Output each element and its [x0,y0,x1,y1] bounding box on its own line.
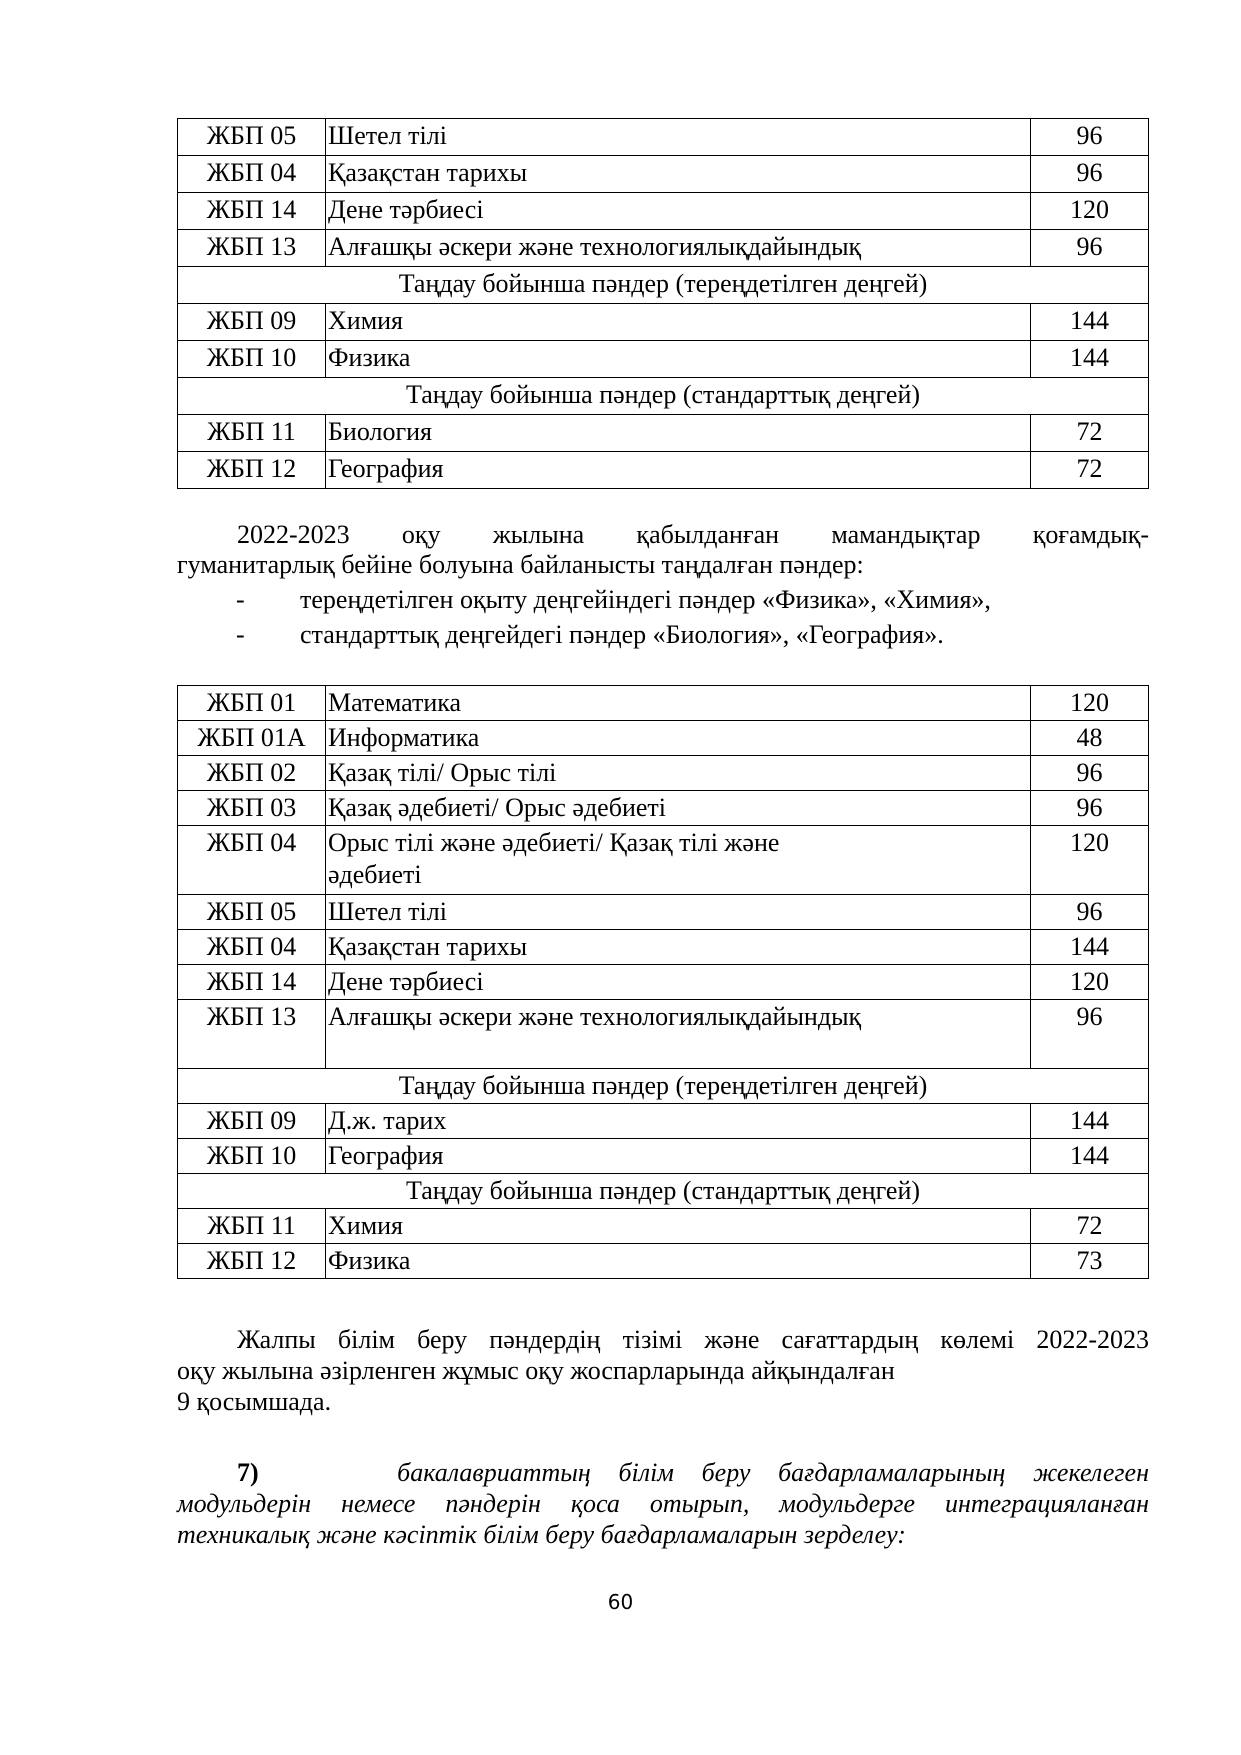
subject-code: ЖБП 14 [178,193,326,230]
table-row [178,452,1149,489]
table-row [178,230,1149,267]
subject-code: ЖБП 01 [178,686,326,721]
subject-code: ЖБП 03 [178,791,326,826]
subject-name: Химия [326,1209,1031,1244]
subject-hours: 72 [1031,415,1149,452]
subject-name [326,826,1031,895]
subject-code: ЖБП 11 [178,415,326,452]
subject-code: ЖБП 04 [178,826,326,895]
section7-line1 [177,1458,1149,1488]
subject-hours: 120 [1031,965,1149,1000]
subject-hours: 120 [1031,826,1149,895]
subject-hours: 96 [1031,230,1149,267]
table-row [178,1139,1149,1174]
subject-name: Дене тәрбиесі [326,193,1031,230]
profile-paragraph-line1: 2022-2023 оқу жылына қабылданған мамандықтар қоғамдық- [237,520,1149,549]
table-row [178,193,1149,230]
subject-name: Биология [326,415,1031,452]
subject-hours: 120 [1031,193,1149,230]
group-header-row [178,378,1149,415]
subject-code: ЖБП 12 [178,1244,326,1279]
subject-name-line: әдебиеті [328,860,422,889]
section-number: 7) [237,1458,259,1487]
subject-code: ЖБП 14 [178,965,326,1000]
subject-name: Д.ж. тарих [326,1104,1031,1139]
bullet-text: тереңдетілген оқыту деңгейіндегі пәндер «Физика», «Химия», [300,585,991,614]
subject-hours: 73 [1031,1244,1149,1279]
subject-name: Физика [326,1244,1031,1279]
subject-hours: 144 [1031,341,1149,378]
subject-code: ЖБП 04 [178,156,326,193]
subject-name: География [326,1139,1031,1174]
subject-hours: 96 [1031,119,1149,156]
subject-name: Алғашқы әскери және технологиялықдайындық [326,1000,1031,1069]
section7-line2: модульдерін немесе пәндерін қоса отырып, модульдерге интеграцияланған [177,1489,1149,1518]
subject-code: ЖБП 04 [178,930,326,965]
subject-code: ЖБП 12 [178,452,326,489]
subject-code: ЖБП 02 [178,756,326,791]
table-row [178,1000,1149,1069]
table-row [178,341,1149,378]
bullet-dash: - [236,620,245,649]
subject-hours: 96 [1031,156,1149,193]
subject-code: ЖБП 10 [178,1139,326,1174]
subject-code: ЖБП 09 [178,304,326,341]
subject-hours: 144 [1031,1139,1149,1174]
subject-name: Химия [326,304,1031,341]
summary-paragraph-line2: оқу жылына әзірленген жұмыс оқу жоспарларында айқындалған [177,1356,895,1385]
table-row [178,415,1149,452]
subjects-table-2 [177,685,1149,1279]
bullet-dash: - [236,585,245,614]
subject-hours: 144 [1031,1104,1149,1139]
group-header-advanced: Таңдау бойынша пәндер (тереңдетілген деңгей) [178,1069,1149,1104]
table-row [178,930,1149,965]
section7-text: бакалавриаттың білім беру бағдарламаларының жекелеген [397,1458,1149,1487]
subject-hours: 96 [1031,756,1149,791]
subject-hours: 96 [1031,791,1149,826]
subject-name: Қазақ әдебиеті/ Орыс әдебиеті [326,791,1031,826]
subject-code: ЖБП 01А [178,721,326,756]
table-row [178,686,1149,721]
subject-name: Қазақ тілі/ Орыс тілі [326,756,1031,791]
subject-hours: 144 [1031,930,1149,965]
group-header-standard: Таңдау бойынша пәндер (стандарттық деңгей) [178,1174,1149,1209]
subject-code: ЖБП 13 [178,1000,326,1069]
subject-code: ЖБП 13 [178,230,326,267]
group-header-standard: Таңдау бойынша пәндер (стандарттық деңгей) [178,378,1149,415]
subject-name: Информатика [326,721,1031,756]
table-row [178,1244,1149,1279]
table-row [178,119,1149,156]
subject-name: Дене тәрбиесі [326,965,1031,1000]
subject-hours: 144 [1031,304,1149,341]
table-row [178,791,1149,826]
subject-hours: 72 [1031,1209,1149,1244]
subject-code: ЖБП 11 [178,1209,326,1244]
table-row [178,895,1149,930]
table-row [178,756,1149,791]
summary-paragraph-line1: Жалпы білім беру пәндердің тізімі және сағаттардың көлемі 2022-2023 [237,1325,1149,1354]
subject-code: ЖБП 05 [178,119,326,156]
table-row [178,721,1149,756]
subject-name: Алғашқы әскери және технологиялықдайындық [326,230,1031,267]
subject-name-line: Орыс тілі және әдебиеті/ Қазақ тілі және [328,828,780,857]
subject-name: Қазақстан тарихы [326,930,1031,965]
table-row [178,826,1149,895]
table-row [178,965,1149,1000]
bullet-text: стандарттық деңгейдегі пәндер «Биология», «География». [300,620,944,649]
subject-hours: 120 [1031,686,1149,721]
subject-code: ЖБП 10 [178,341,326,378]
subject-hours: 72 [1031,452,1149,489]
subject-name: Математика [326,686,1031,721]
page-number: 60 [607,1590,634,1614]
subject-name: Шетел тілі [326,895,1031,930]
group-header-row [178,1174,1149,1209]
group-header-advanced: Таңдау бойынша пәндер (тереңдетілген деңгей) [178,267,1149,304]
subject-name: Физика [326,341,1031,378]
table-row [178,1209,1149,1244]
group-header-row [178,267,1149,304]
subject-name: Шетел тілі [326,119,1031,156]
subject-code: ЖБП 05 [178,895,326,930]
subjects-table-1 [177,118,1149,489]
subject-hours: 48 [1031,721,1149,756]
subject-name: География [326,452,1031,489]
subject-hours: 96 [1031,895,1149,930]
group-header-row [178,1069,1149,1104]
table-row [178,156,1149,193]
table-row [178,304,1149,341]
subject-hours: 96 [1031,1000,1149,1069]
table-row [178,1104,1149,1139]
subject-code: ЖБП 09 [178,1104,326,1139]
subject-name: Қазақстан тарихы [326,156,1031,193]
section7-line3: техникалық және кәсіптік білім беру бағдарламаларын зерделеу: [177,1520,906,1549]
summary-paragraph-line3: 9 қосымшада. [177,1387,332,1416]
profile-paragraph-line2: гуманитарлық бейіне болуына байланысты таңдалған пәндер: [177,550,864,579]
